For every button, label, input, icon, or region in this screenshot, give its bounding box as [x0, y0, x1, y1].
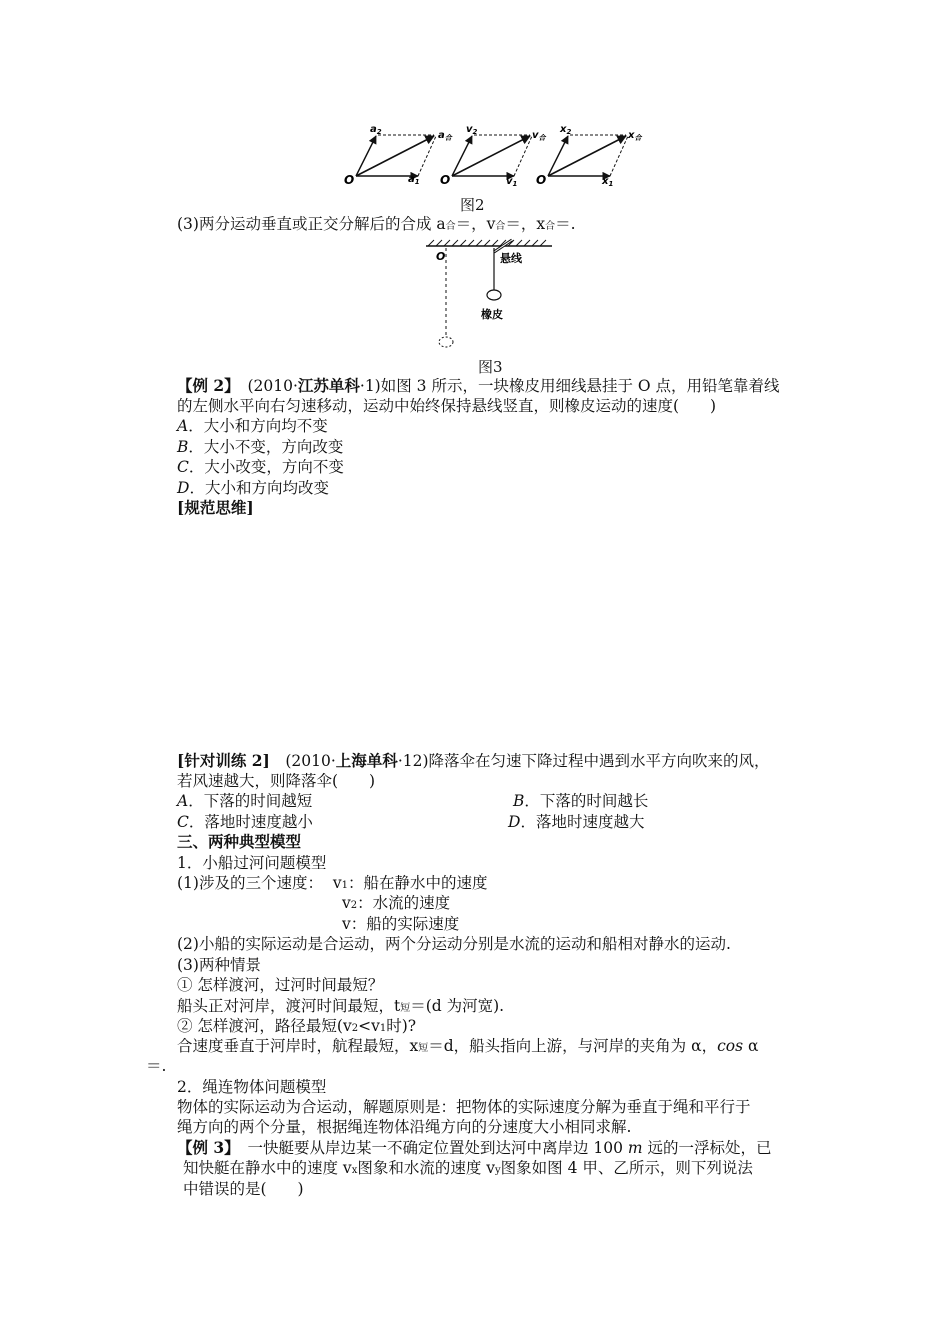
svg-text:悬线: 悬线 [500, 252, 522, 265]
example-3-line-1: 【例 3】 一快艇要从岸边某一不确定位置处到达河中离岸边 100 m 远的一浮标处，已 [177, 1138, 772, 1157]
svg-text:x2: $x_2$ [560, 124, 572, 136]
training-2-option-d: D．落地时速度越大 [508, 813, 645, 831]
velocity-v2: v2：水流的速度 [342, 894, 451, 912]
svg-text:x1: $x_1$ [602, 176, 614, 188]
example-3-line-2: 知快艇在静水中的速度 vx图象和水流的速度 vy图象如图 4 甲、乙所示，则下列说法 [183, 1159, 753, 1177]
diagram-velocity [440, 124, 547, 188]
normative-thinking-heading: [规范思维] [177, 498, 254, 517]
training-2-option-a: A．下落的时间越短 [177, 792, 313, 810]
svg-text:a2: $a_2$ [370, 124, 382, 136]
example-2-option-d: D．大小和方向均改变 [177, 479, 329, 497]
question-shortest-time: ① 怎样渡河，过河时间最短？ [177, 976, 384, 994]
diagram-displacement [536, 124, 642, 188]
example-2-option-a: A．大小和方向均不变 [177, 417, 328, 435]
svg-text:v2: $v_2$ [466, 124, 478, 136]
svg-text:x合: $x_合$ [628, 130, 642, 142]
velocity-v: v：船的实际速度 [342, 915, 460, 933]
example-2-line-1: 【例 2】 (2010·江苏单科·1)如图 3 所示，一块橡皮用细线悬挂于 O 点，用铅笔靠着线 [177, 376, 780, 395]
svg-text:O: O [436, 250, 446, 263]
answer-shortest-path-end: ＝. [146, 1057, 167, 1075]
model-2-rule-line-1: 物体的实际运动为合运动，解题原则是：把物体的实际速度分解为垂直于绳和平行于 [177, 1098, 751, 1116]
answer-shortest-path: 合速度垂直于河岸时，航程最短，x短＝d，船头指向上游，与河岸的夹角为 α，cos α [177, 1037, 759, 1055]
model-1-title: 1．小船过河问题模型 [177, 854, 327, 872]
svg-text:橡皮: 橡皮 [481, 308, 503, 321]
model-2-title: 2．绳连物体问题模型 [177, 1078, 327, 1096]
figure-3-eraser-string [420, 238, 560, 356]
svg-text:O: O [536, 173, 547, 187]
model-2-rule-line-2: 绳方向的两个分量，根据绳连物体沿绳方向的分速度大小相同求解. [177, 1118, 632, 1136]
figure-3-caption: 图3 [478, 358, 503, 376]
figure-2-caption: 图2 [460, 196, 485, 214]
origin-label: O [344, 173, 355, 187]
training-2-option-b: B．下落的时间越长 [513, 792, 649, 810]
training-2-line-1: [针对训练 2] (2010·上海单科·12)降落伞在匀速下降过程中遇到水平方向吹来的风， [177, 751, 770, 770]
section-3-heading: 三、两种典型模型 [177, 832, 302, 851]
velocities-intro: (1)涉及的三个速度： v1：船在静水中的速度 [177, 874, 488, 892]
answer-shortest-time: 船头正对河岸，渡河时间最短，t短＝(d 为河宽). [177, 997, 505, 1015]
model-1-point-3: (3)两种情景 [177, 956, 261, 974]
example-2-option-c: C．大小改变，方向不变 [177, 458, 344, 476]
example-2-option-b: B．大小不变，方向改变 [177, 438, 344, 456]
example-2-line-2: 的左侧水平向右匀速移动，运动中始终保持悬线竖直，则橡皮运动的速度( ) [177, 397, 717, 415]
paragraph-composition: (3)两分运动垂直或正交分解后的合成 a合＝，v合＝，x合＝. [177, 215, 576, 233]
model-1-point-2: (2)小船的实际运动是合运动，两个分运动分别是水流的运动和船相对静水的运动. [177, 935, 731, 953]
svg-text:v合: $v_合$ [532, 130, 546, 142]
example-3-line-3: 中错误的是( ) [183, 1180, 304, 1198]
diagram-acceleration [344, 124, 453, 187]
svg-text:v1: $v_1$ [506, 176, 518, 188]
svg-text:O: O [440, 173, 451, 187]
figure-2-vector-parallelograms [330, 118, 650, 196]
training-2-option-c: C．落地时速度越小 [177, 813, 313, 831]
svg-text:a1: $a_1$ [408, 174, 420, 186]
question-shortest-path: ② 怎样渡河，路径最短(v2<v1时)? [177, 1017, 417, 1035]
training-2-line-2: 若风速越大，则降落伞( ) [177, 772, 376, 790]
svg-text:a合: $a_合$ [438, 130, 452, 142]
